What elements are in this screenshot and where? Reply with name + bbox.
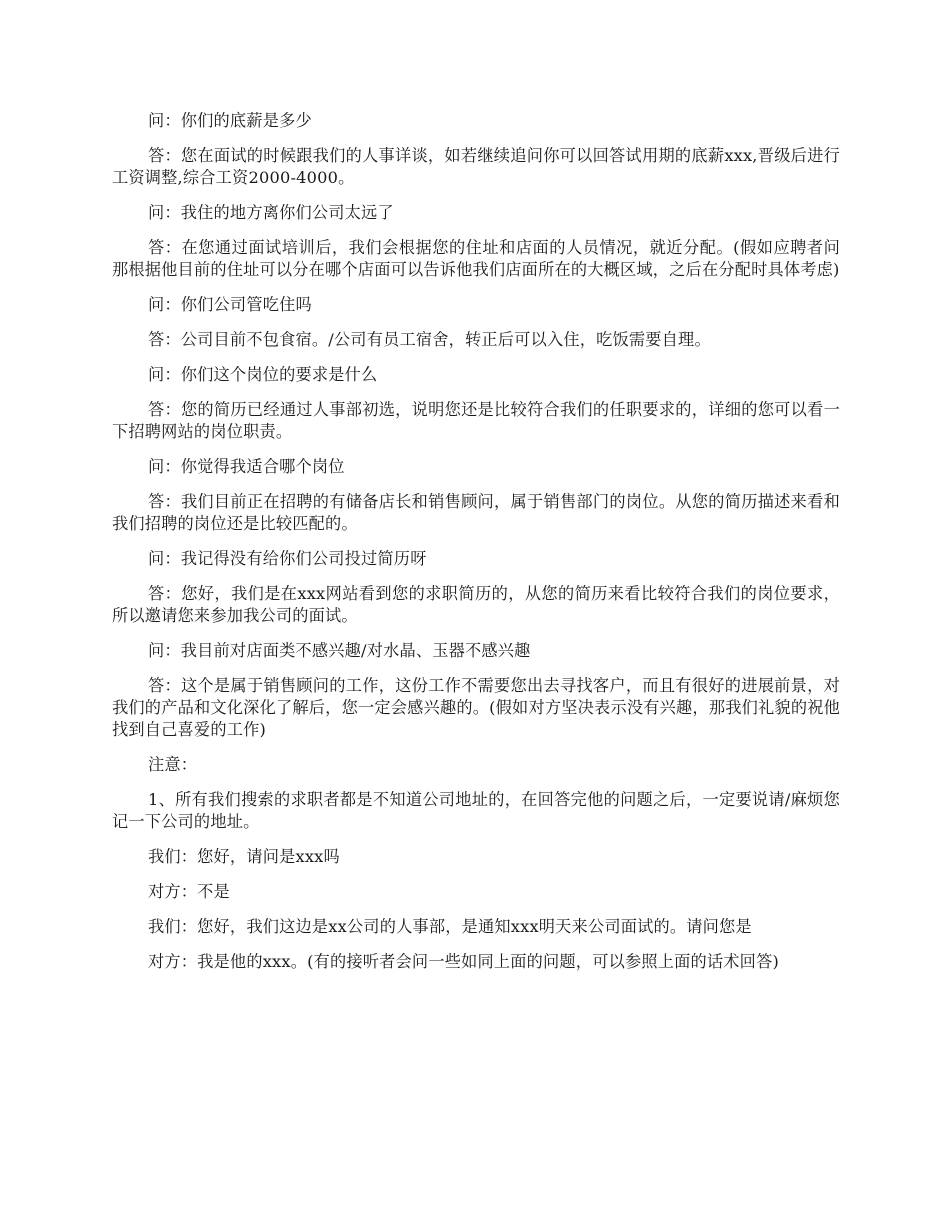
dialog-line-us-2: 我们：您好，我们这边是xx公司的人事部，是通知xxx明天来公司面试的。请问您是 — [148, 917, 752, 936]
question-base-salary: 问：你们的底薪是多少 — [148, 111, 312, 130]
answer-distance: 答：在您通过面试培训后，我们会根据您的住址和店面的人员情况，就近分配。(假如应聘者问那根据他目前的住址可以分在哪个店面可以告诉他我们店面所在的大概区域，之后在分配时具体考虑) — [112, 238, 840, 279]
dialog-line-us-1: 我们：您好，请问是xxx吗 — [148, 847, 340, 866]
question-distance: 问：我住的地方离你们公司太远了 — [148, 203, 394, 222]
question-room-board: 问：你们公司管吃住吗 — [148, 295, 312, 314]
question-requirements: 问：你们这个岗位的要求是什么 — [148, 365, 378, 384]
question-suitable-position: 问：你觉得我适合哪个岗位 — [148, 457, 345, 476]
note-item-1: 1、所有我们搜索的求职者都是不知道公司地址的，在回答完他的问题之后，一定要说请/麻烦您记一下公司的地址。 — [112, 790, 840, 831]
answer-base-salary: 答：您在面试的时候跟我们的人事详谈，如若继续追问你可以回答试用期的底薪xxx,晋级后进行工资调整,综合工资2000-4000。 — [112, 146, 840, 187]
answer-suitable-position: 答：我们目前正在招聘的有储备店长和销售顾问，属于销售部门的岗位。从您的简历描述来看和我们招聘的岗位还是比较匹配的。 — [112, 492, 840, 533]
answer-requirements: 答：您的简历已经通过人事部初选，说明您还是比较符合我们的任职要求的，详细的您可以看一下招聘网站的岗位职责。 — [112, 400, 840, 441]
answer-room-board: 答：公司目前不包食宿。/公司有员工宿舍，转正后可以入住，吃饭需要自理。 — [148, 330, 711, 349]
note-heading: 注意： — [148, 755, 198, 774]
question-no-resume: 问：我记得没有给你们公司投过简历呀 — [148, 549, 427, 568]
answer-no-resume: 答：您好，我们是在xxx网站看到您的求职简历的，从您的简历来看比较符合我们的岗位要求，所以邀请您来参加我公司的面试。 — [112, 584, 840, 625]
dialog-line-them-1: 对方：不是 — [148, 882, 230, 901]
dialog-line-them-2: 对方：我是他的xxx。(有的接听者会问一些如同上面的问题，可以参照上面的话术回答) — [148, 952, 779, 971]
answer-not-interested: 答：这个是属于销售顾问的工作，这份工作不需要您出去寻找客户，而且有很好的进展前景，对我们的产品和文化深化了解后，您一定会感兴趣的。(假如对方坚决表示没有兴趣，那我们礼貌的祝他找到自己喜爱的工作) — [112, 676, 840, 739]
document-body — [112, 110, 840, 986]
question-not-interested: 问：我目前对店面类不感兴趣/对水晶、玉器不感兴趣 — [148, 641, 531, 660]
